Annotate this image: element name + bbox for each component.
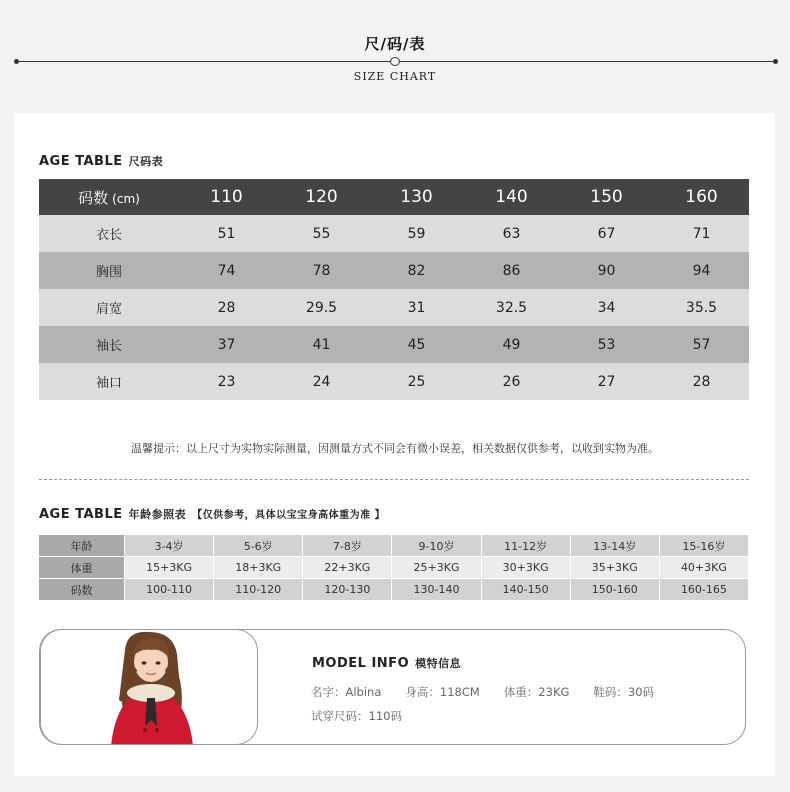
table-row (39, 557, 749, 579)
size-section-title-cn: 尺码表 (128, 155, 164, 168)
table-cell: 71 (654, 215, 749, 252)
table-cell: 94 (654, 252, 749, 289)
table-cell: 28 (179, 289, 274, 326)
measurement-tip: 温馨提示：以上尺寸为实物实际测量，因测量方式不同会有微小误差，相关数据仅供参考，以收到实物为准。 (131, 442, 659, 455)
table-cell: 55 (274, 215, 369, 252)
size-header-unit: (cm) (112, 191, 140, 206)
size-column-header: 150 (559, 179, 654, 215)
table-cell: 18+3KG (214, 557, 303, 579)
row-label: 体重 (39, 557, 125, 579)
model-weight: 体重：23KG (503, 685, 570, 699)
age-section-title (39, 506, 385, 522)
table-row (39, 579, 749, 601)
row-label: 肩宽 (39, 289, 179, 326)
table-cell: 32.5 (464, 289, 559, 326)
size-table (39, 179, 749, 400)
model-name: 名字：Albina (311, 685, 382, 699)
table-row (39, 326, 749, 363)
table-cell: 11-12岁 (482, 535, 571, 557)
dashed-divider (39, 479, 749, 480)
table-cell: 78 (274, 252, 369, 289)
table-cell: 35.5 (654, 289, 749, 326)
age-table (39, 535, 749, 601)
age-section-note: 【仅供参考，具体以宝宝身高体重为准 】 (192, 510, 386, 521)
row-label: 衣长 (39, 215, 179, 252)
table-row (39, 363, 749, 400)
table-cell: 49 (464, 326, 559, 363)
table-row (39, 252, 749, 289)
table-cell: 53 (559, 326, 654, 363)
table-cell: 120-130 (303, 579, 392, 601)
model-height: 身高：118CM (405, 685, 480, 699)
table-cell: 24 (274, 363, 369, 400)
table-cell: 13-14岁 (571, 535, 660, 557)
table-cell: 37 (179, 326, 274, 363)
row-label: 袖长 (39, 326, 179, 363)
table-cell: 23 (179, 363, 274, 400)
model-girl-illustration (41, 630, 258, 745)
table-row (39, 535, 749, 557)
table-cell: 110-120 (214, 579, 303, 601)
table-cell: 57 (654, 326, 749, 363)
table-cell: 7-8岁 (303, 535, 392, 557)
model-photo (40, 629, 258, 745)
table-cell: 25+3KG (392, 557, 481, 579)
size-header-label (39, 179, 179, 215)
table-cell: 63 (464, 215, 559, 252)
table-cell: 67 (559, 215, 654, 252)
table-cell: 5-6岁 (214, 535, 303, 557)
size-section-title (39, 153, 163, 169)
table-cell: 40+3KG (660, 557, 749, 579)
model-shoe-size: 鞋码：30码 (593, 685, 655, 699)
age-section-title-en: AGE TABLE (39, 507, 123, 522)
page-title: 尺/码/表 (364, 35, 426, 53)
divider-dot-left (14, 59, 19, 64)
model-info-title (312, 655, 461, 671)
model-info-title-en: MODEL INFO (312, 656, 410, 671)
table-row (39, 215, 749, 252)
page-subtitle: SIZE CHART (353, 70, 437, 83)
table-cell: 130-140 (392, 579, 481, 601)
size-table-header (39, 179, 749, 215)
age-section-title-cn: 年龄参照表 (128, 508, 187, 521)
size-section-title-en: AGE TABLE (39, 154, 123, 169)
table-cell: 41 (274, 326, 369, 363)
size-column-header: 160 (654, 179, 749, 215)
table-cell: 29.5 (274, 289, 369, 326)
table-cell: 51 (179, 215, 274, 252)
table-cell: 31 (369, 289, 464, 326)
size-column-header: 110 (179, 179, 274, 215)
size-column-header: 130 (369, 179, 464, 215)
divider-dot-right (773, 59, 778, 64)
row-label: 胸围 (39, 252, 179, 289)
table-cell: 22+3KG (303, 557, 392, 579)
table-cell: 9-10岁 (392, 535, 481, 557)
row-label: 码数 (39, 579, 125, 601)
table-cell: 35+3KG (571, 557, 660, 579)
table-cell: 59 (369, 215, 464, 252)
table-row (39, 289, 749, 326)
table-cell: 34 (559, 289, 654, 326)
table-cell: 27 (559, 363, 654, 400)
table-cell: 45 (369, 326, 464, 363)
size-column-header: 140 (464, 179, 559, 215)
table-cell: 15-16岁 (660, 535, 749, 557)
table-cell: 3-4岁 (125, 535, 214, 557)
table-cell: 100-110 (125, 579, 214, 601)
table-cell: 140-150 (482, 579, 571, 601)
table-cell: 160-165 (660, 579, 749, 601)
table-cell: 150-160 (571, 579, 660, 601)
model-stats-line (311, 684, 678, 700)
divider-ornament-icon (390, 57, 400, 66)
table-cell: 25 (369, 363, 464, 400)
size-header-label-text: 码数 (78, 188, 109, 207)
table-cell: 74 (179, 252, 274, 289)
table-cell: 15+3KG (125, 557, 214, 579)
table-cell: 90 (559, 252, 654, 289)
size-column-header: 120 (274, 179, 369, 215)
table-cell: 30+3KG (482, 557, 571, 579)
model-info-title-cn: 模特信息 (415, 657, 462, 670)
row-label: 袖口 (39, 363, 179, 400)
table-cell: 86 (464, 252, 559, 289)
table-cell: 28 (654, 363, 749, 400)
row-label: 年龄 (39, 535, 125, 557)
model-trial-size: 试穿尺码：110码 (311, 709, 402, 723)
table-cell: 82 (369, 252, 464, 289)
table-cell: 26 (464, 363, 559, 400)
model-trial-size-line (311, 708, 426, 724)
